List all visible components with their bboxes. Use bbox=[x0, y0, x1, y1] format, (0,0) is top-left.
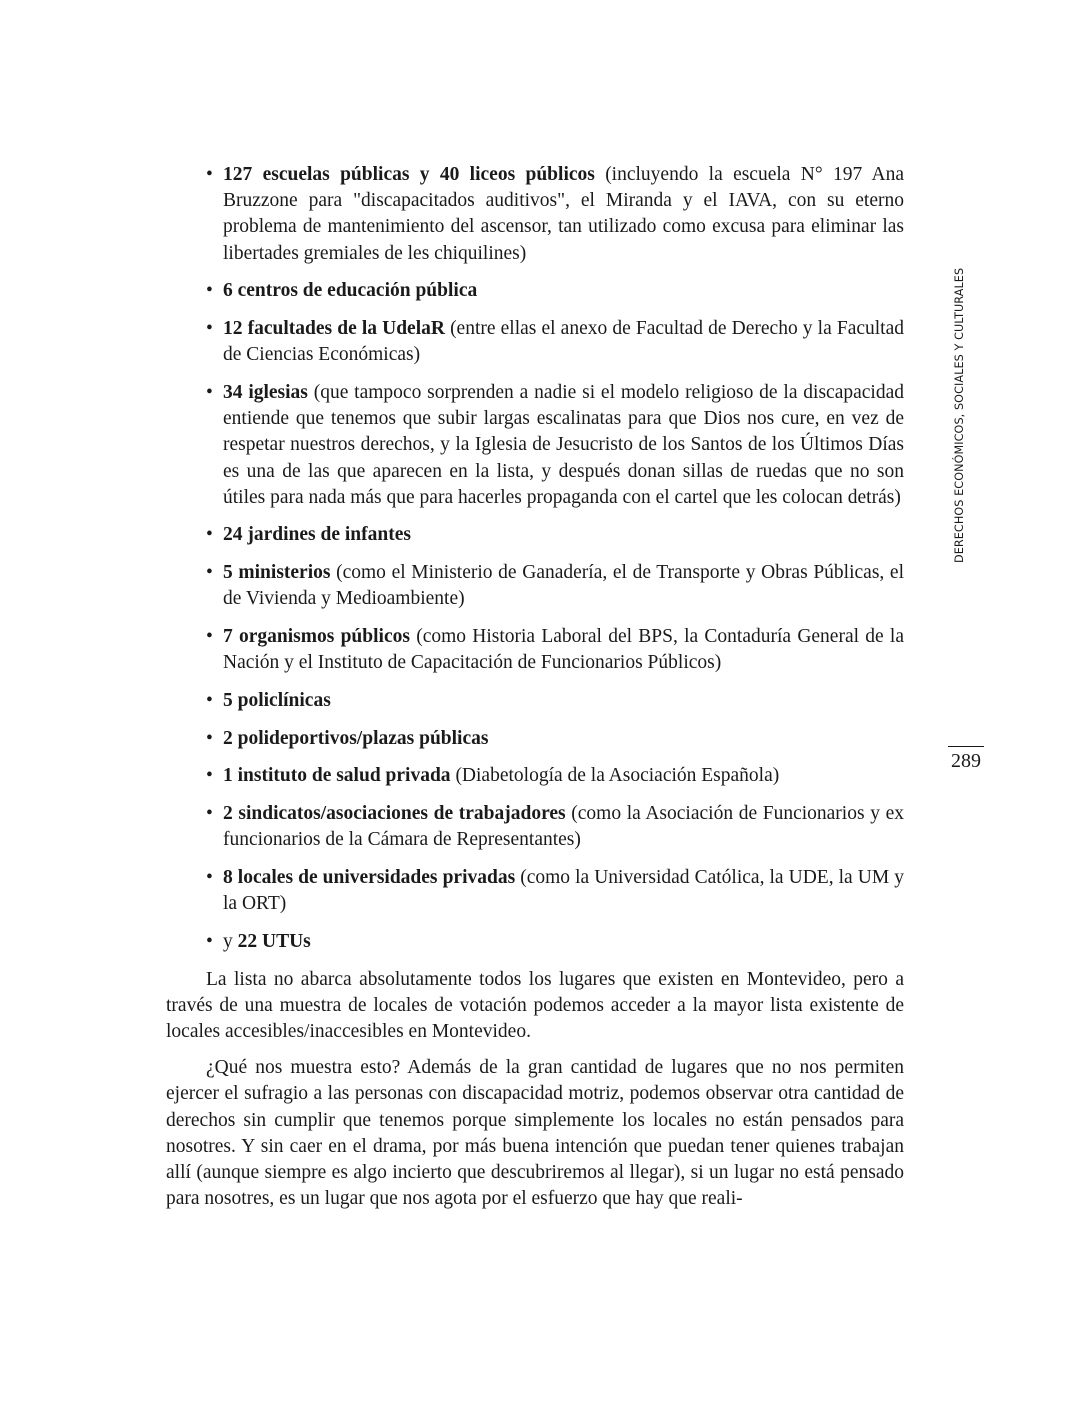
list-item bbox=[166, 522, 904, 548]
list-item-text: (como la Universidad Católica, la UDE, la UM y la ORT) bbox=[223, 866, 904, 915]
list-item bbox=[166, 316, 904, 368]
list-item bbox=[166, 865, 904, 917]
list-item bbox=[166, 560, 904, 612]
list-item bbox=[166, 162, 904, 267]
page-body bbox=[166, 162, 904, 1222]
list-item-text: (como el Ministerio de Ganadería, el de Transporte y Obras Públicas, el de Vivienda y Medioambiente) bbox=[223, 562, 904, 610]
list-item-bold: 6 centros de educación pública bbox=[223, 280, 478, 302]
page-number: 289 bbox=[948, 746, 984, 772]
list-item bbox=[166, 801, 904, 853]
list-item bbox=[166, 763, 904, 789]
list-item bbox=[166, 380, 904, 511]
body-paragraph: La lista no abarca absolutamente todos los lugares que existen en Montevideo, pero a través de una muestra de locales de votación podemos acceder a la mayor lista existente de locales accesibles/inaccesibles en Montevideo. bbox=[166, 968, 904, 1042]
list-item bbox=[166, 624, 904, 676]
list-item bbox=[166, 929, 904, 955]
list-item-bold: 24 jardines de infantes bbox=[223, 524, 411, 546]
list-item-bold: 127 escuelas públicas y 40 liceos públicos bbox=[223, 164, 595, 185]
list-item-bold: 34 iglesias bbox=[223, 381, 308, 403]
list-item bbox=[166, 726, 904, 752]
list-item bbox=[166, 278, 904, 304]
body-paragraph: ¿Qué nos muestra esto? Además de la gran cantidad de lugares que no nos permiten ejercer el sufragio a las personas con discapacidad motriz, podemos observar otra cantidad de derechos sin cumplir que tenemos porque simplemente los locales no están pensados para nosotres. Y sin caer en el drama, por más buena intención que puedan tener quienes trabajan allí (aunque siempre es algo incierto que descubriremos al llegar), si un lugar no está pensado para nosotres, es un lugar que nos agota por el esfuerzo que hay que reali- bbox=[166, 1057, 904, 1210]
list-item-text: (como Historia Laboral del BPS, la Contaduría General de la Nación y el Instituto de Capacitación de Funcionarios Públicos) bbox=[223, 626, 904, 674]
list-item-bold: 5 ministerios bbox=[223, 562, 331, 584]
list-item-bold: 2 polideportivos/plazas públicas bbox=[223, 727, 489, 749]
list-item-bold: 1 instituto de salud privada bbox=[223, 765, 451, 787]
list-item-bold: 7 organismos públicos bbox=[223, 626, 410, 648]
list-item-text: (como la Asociación de Funcionarios y ex funcionarios de la Cámara de Representantes) bbox=[223, 803, 904, 851]
list-item-text: (que tampoco sorprenden a nadie si el modelo religioso de la discapacidad entiende que tenemos que subir largas escalinatas para que Dios nos cure, en vez de respetar nuestros derechos, y la Iglesia de Jesucristo de los Santos de los Últimos Días es una de las que aparecen en la lista, y después donan sillas de ruedas que no son útiles para nada más que para hacerles propaganda con el cartel que les colocan detrás) bbox=[223, 381, 904, 508]
list-item-prefix: y bbox=[223, 930, 238, 952]
list-item-text: (entre ellas el anexo de Facultad de Derecho y la Facultad de Ciencias Económicas) bbox=[223, 318, 904, 366]
running-section-title: DERECHOS ECONÓMICOS, SOCIALES Y CULTURALES bbox=[953, 267, 966, 563]
list-item-bold: 2 sindicatos/asociaciones de trabajadores bbox=[223, 803, 566, 825]
list-item-bold: 22 UTUs bbox=[237, 930, 311, 952]
list-item-text: (Diabetología de la Asociación Española) bbox=[450, 765, 780, 787]
list-item-text: (incluyendo la escuela N° 197 Ana Bruzzone para "discapacitados auditivos", el Miranda y el IAVA, con su eterno problema de mantenimiento del ascensor, tan utilizado como excusa para eliminar las libertades gremiales de les chiquilines) bbox=[223, 164, 904, 264]
locations-list bbox=[166, 162, 904, 955]
list-item-bold: 5 policlínicas bbox=[223, 689, 331, 711]
list-item-bold: 8 locales de universidades privadas bbox=[223, 866, 516, 888]
list-item-bold: 12 facultades de la UdelaR bbox=[223, 318, 445, 340]
list-item bbox=[166, 688, 904, 714]
